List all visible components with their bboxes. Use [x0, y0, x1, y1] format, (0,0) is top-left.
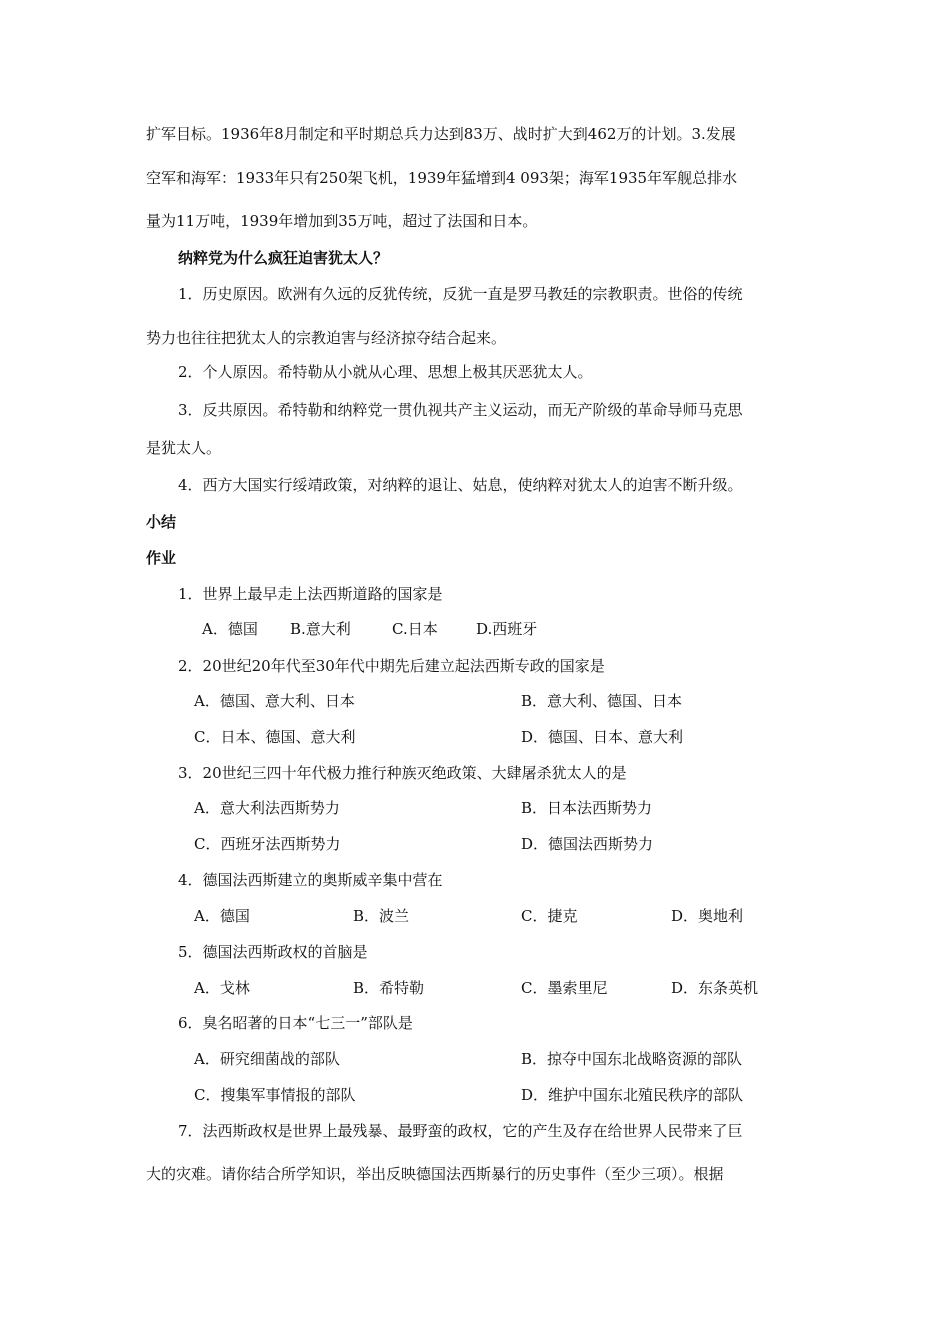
question-3-option-a: A．意大利法西斯势力 [194, 799, 340, 817]
homework-heading: 作业 [146, 549, 177, 567]
reason-3-line-1: 3．反共原因。希特勒和纳粹党一贯仇视共产主义运动，而无产阶级的革命导师马克思 [178, 401, 743, 419]
question-1-option-a: A．德国 [202, 620, 258, 638]
question-3-option-d: D．德国法西斯势力 [521, 835, 654, 853]
question-4-option-b: B．波兰 [353, 907, 410, 925]
question-4-option-c: C．捷克 [521, 907, 578, 925]
question-5-option-a: A．戈林 [194, 979, 250, 997]
question-6-option-a: A．研究细菌战的部队 [194, 1050, 340, 1068]
question-6-option-b: B．掠夺中国东北战略资源的部队 [521, 1050, 743, 1068]
reason-1-line-2: 势力也往往把犹太人的宗教迫害与经济掠夺结合起来。 [146, 329, 507, 347]
question-5-option-b: B．希特勒 [353, 979, 425, 997]
question-5-option-c: C．墨索里尼 [521, 979, 608, 997]
question-1-option-b: B.意大利 [290, 620, 351, 638]
section-title: 纳粹党为什么疯狂迫害犹太人？ [178, 249, 389, 267]
question-4-stem: 4．德国法西斯建立的奥斯威辛集中营在 [178, 871, 443, 889]
intro-line-2: 空军和海军：1933年只有250架飞机，1939年猛增到4 093架；海军1935年军舰总排水 [146, 169, 738, 187]
question-4-option-a: A．德国 [194, 907, 250, 925]
question-1-option-c: C.日本 [392, 620, 438, 638]
question-2-option-a: A．德国、意大利、日本 [194, 692, 355, 710]
question-3-option-b: B．日本法西斯势力 [521, 799, 653, 817]
question-4-option-d: D．奥地利 [671, 907, 744, 925]
summary-heading: 小结 [146, 513, 177, 531]
question-3-option-c: C．西班牙法西斯势力 [194, 835, 341, 853]
question-5-stem: 5．德国法西斯政权的首脑是 [178, 943, 368, 961]
reason-2: 2．个人原因。希特勒从小就从心理、思想上极其厌恶犹太人。 [178, 363, 593, 381]
reason-1-line-1: 1．历史原因。欧洲有久远的反犹传统，反犹一直是罗马教廷的宗教职责。世俗的传统 [178, 285, 743, 303]
question-2-option-d: D．德国、日本、意大利 [521, 728, 684, 746]
reason-3-line-2: 是犹太人。 [146, 439, 222, 457]
question-2-option-b: B．意大利、德国、日本 [521, 692, 683, 710]
intro-line-1: 扩军目标。1936年8月制定和平时期总兵力达到83万、战时扩大到462万的计划。3.发展 [146, 125, 736, 143]
question-5-option-d: D．东条英机 [671, 979, 759, 997]
question-1-option-d: D.西班牙 [476, 620, 538, 638]
question-7-line-1: 7．法西斯政权是世界上最残暴、最野蛮的政权，它的产生及存在给世界人民带来了巨 [178, 1122, 743, 1140]
question-2-stem: 2．20世纪20年代至30年代中期先后建立起法西斯专政的国家是 [178, 657, 605, 675]
question-2-option-c: C．日本、德国、意大利 [194, 728, 356, 746]
reason-4: 4．西方大国实行绥靖政策，对纳粹的退让、姑息，使纳粹对犹太人的迫害不断升级。 [178, 476, 743, 494]
question-1-stem: 1．世界上最早走上法西斯道路的国家是 [178, 585, 443, 603]
question-3-stem: 3．20世纪三四十年代极力推行种族灭绝政策、大肆屠杀犹太人的是 [178, 764, 627, 782]
question-7-line-2: 大的灾难。请你结合所学知识，举出反映德国法西斯暴行的历史事件（至少三项）。根据 [146, 1165, 724, 1183]
intro-line-3: 量为11万吨，1939年增加到35万吨，超过了法国和日本。 [146, 212, 538, 230]
question-6-option-d: D．维护中国东北殖民秩序的部队 [521, 1086, 744, 1104]
question-6-option-c: C．搜集军事情报的部队 [194, 1086, 356, 1104]
question-6-stem: 6．臭名昭著的日本“七三一”部队是 [178, 1014, 413, 1032]
